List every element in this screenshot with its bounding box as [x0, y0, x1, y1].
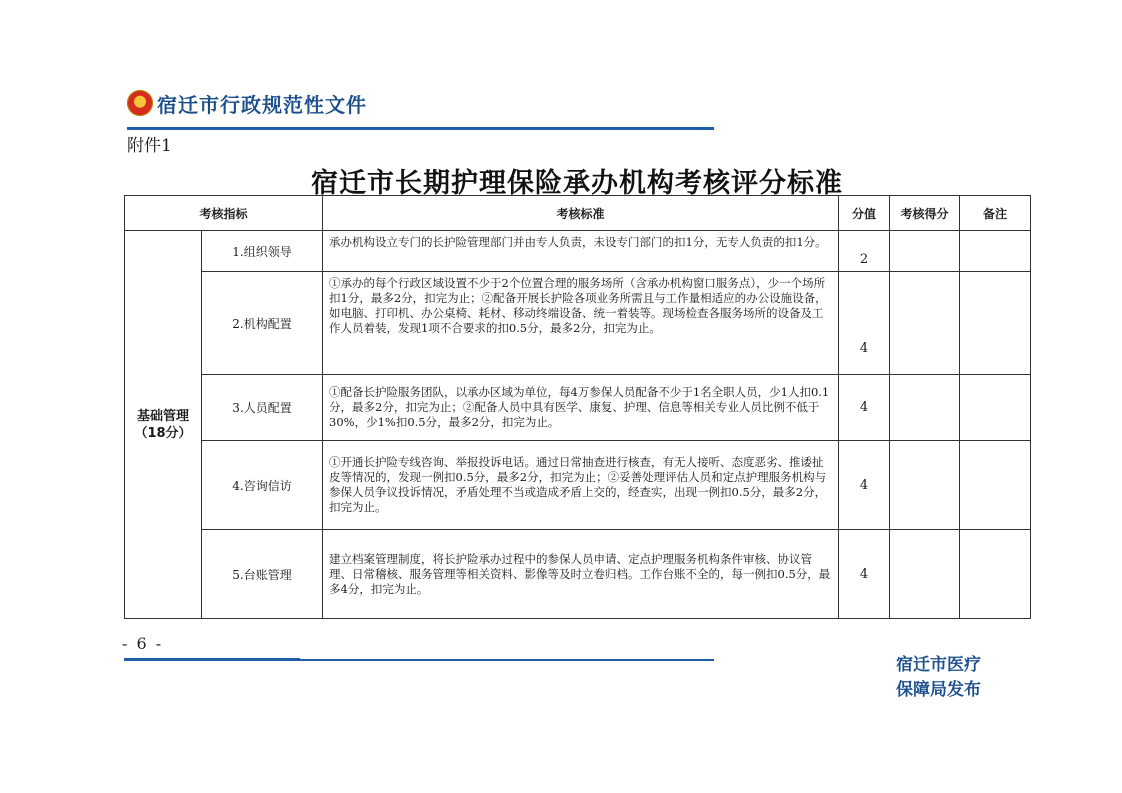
- footer-rule: [124, 658, 300, 661]
- item-score: 2: [839, 231, 890, 272]
- remarks-cell: [960, 231, 1031, 272]
- publisher-line: 保障局发布: [896, 680, 981, 700]
- table-row: [125, 441, 1031, 530]
- item-criteria: ①承办的每个行政区域设置不少于2个位置合理的服务场所（含承办机构窗口服务点），少一个场所扣1分，最多2分，扣完为止；②配备开展长护险各项业务所需且与工作量相适应的办公设施设备，如电脑、打印机、办公桌椅、耗材、移动终端设备、统一着装等。现场检查各服务场所的设备及工作人员着装，发现1项不合要求的扣0.5分，最多2分，扣完为止。: [323, 272, 839, 375]
- table-row: [125, 231, 1031, 272]
- header-assessed: 考核得分: [890, 196, 960, 231]
- item-score: 4: [839, 272, 890, 375]
- item-name: 4.咨询信访: [202, 441, 323, 530]
- remarks-cell: [960, 375, 1031, 441]
- item-criteria: 承办机构设立专门的长护险管理部门并由专人负责，未设专门部门的扣1分，无专人负责的扣1分。: [323, 231, 839, 272]
- remarks-cell: [960, 272, 1031, 375]
- category-points: （18分）: [134, 425, 192, 441]
- item-name: 2.机构配置: [202, 272, 323, 375]
- attachment-label: 附件1: [127, 136, 172, 156]
- table-row: [125, 530, 1031, 619]
- scoring-table: [124, 195, 1031, 619]
- item-name: 3.人员配置: [202, 375, 323, 441]
- header-indicator: 考核指标: [125, 196, 323, 231]
- publisher-label: [896, 653, 1006, 703]
- assessed-score-cell: [890, 530, 960, 619]
- header-rule: [127, 127, 714, 130]
- table-header-row: [125, 196, 1031, 231]
- header-score: 分值: [839, 196, 890, 231]
- page-number: - 6 -: [122, 634, 164, 653]
- assessed-score-cell: [890, 375, 960, 441]
- header-title: 宿迁市行政规范性文件: [157, 92, 367, 117]
- remarks-cell: [960, 441, 1031, 530]
- item-score: 4: [839, 375, 890, 441]
- document-header: [127, 88, 367, 118]
- item-criteria: ①配备长护险服务团队，以承办区域为单位，每4万参保人员配备不少于1名全职人员，少1人扣0.1分，最多2分，扣完为止；②配备人员中具有医学、康复、护理、信息等相关专业人员比例不低于30%，少1%扣0.5分，最多2分，扣完为止。: [323, 375, 839, 441]
- remarks-cell: [960, 530, 1031, 619]
- category-name: 基础管理: [136, 408, 189, 424]
- item-criteria: ①开通长护险专线咨询、举报投诉电话。通过日常抽查进行核查，有无人接听、态度恶劣、推诿扯皮等情况的，发现一例扣0.5分，最多2分，扣完为止；②妥善处理评估人员和定点护理服务机构与参保人员争议投诉情况，矛盾处理不当或造成矛盾上交的，经查实，出现一例扣0.5分，最多2分，扣完为止。: [323, 441, 839, 530]
- item-score: 4: [839, 530, 890, 619]
- item-name: 5.台账管理: [202, 530, 323, 619]
- publisher-line: 宿迁市医疗: [896, 655, 981, 675]
- document-title: 宿迁市长期护理保险承办机构考核评分标准: [311, 168, 843, 199]
- national-emblem-icon: [127, 90, 153, 116]
- item-score: 4: [839, 441, 890, 530]
- assessed-score-cell: [890, 272, 960, 375]
- footer-rule: [300, 659, 714, 661]
- assessed-score-cell: [890, 231, 960, 272]
- header-criteria: 考核标准: [323, 196, 839, 231]
- header-remarks: 备注: [960, 196, 1031, 231]
- item-criteria: 建立档案管理制度，将长护险承办过程中的参保人员申请、定点护理服务机构条件审核、协议管理、日常稽核、服务管理等相关资料、影像等及时立卷归档。工作台账不全的，每一例扣0.5分，最多4分，扣完为止。: [323, 530, 839, 619]
- table-row: [125, 375, 1031, 441]
- item-name: 1.组织领导: [202, 231, 323, 272]
- table-row: [125, 272, 1031, 375]
- assessed-score-cell: [890, 441, 960, 530]
- category-cell: [125, 231, 202, 619]
